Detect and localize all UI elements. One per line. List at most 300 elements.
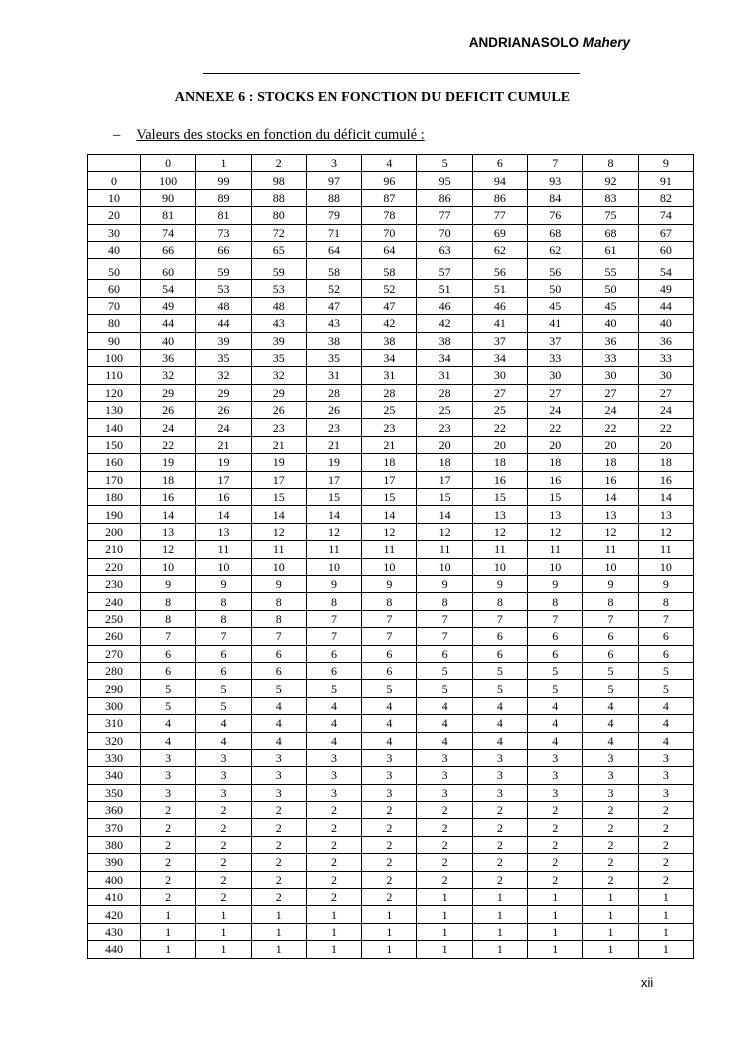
table-cell: 4	[306, 732, 361, 749]
table-cell: 9	[583, 575, 638, 592]
table-cell: 1	[472, 906, 527, 923]
table-cell: 1	[196, 906, 251, 923]
table-row	[88, 906, 694, 923]
table-cell: 84	[528, 189, 583, 206]
row-header: 420	[88, 906, 141, 923]
table-cell: 10	[472, 558, 527, 575]
table-cell: 27	[583, 384, 638, 401]
row-header: 400	[88, 871, 141, 888]
table-cell: 7	[638, 610, 693, 627]
table-cell: 1	[583, 923, 638, 940]
row-header: 200	[88, 523, 141, 540]
table-cell: 68	[583, 224, 638, 241]
table-cell: 1	[638, 906, 693, 923]
table-cell: 7	[141, 628, 196, 645]
table-cell: 1	[251, 923, 306, 940]
table-cell: 3	[528, 784, 583, 801]
table-cell: 30	[528, 367, 583, 384]
table-cell: 80	[251, 207, 306, 224]
table-cell: 7	[362, 610, 417, 627]
table-cell: 3	[472, 784, 527, 801]
table-cell: 6	[141, 662, 196, 679]
table-cell: 10	[196, 558, 251, 575]
table-cell: 4	[362, 715, 417, 732]
table-cell: 16	[141, 489, 196, 506]
table-row	[88, 662, 694, 679]
table-cell: 62	[472, 241, 527, 258]
table-cell: 2	[638, 854, 693, 871]
table-cell: 97	[306, 172, 361, 189]
table-cell: 14	[417, 506, 472, 523]
table-cell: 2	[417, 854, 472, 871]
table-cell: 2	[251, 871, 306, 888]
table-cell: 4	[528, 715, 583, 732]
table-cell: 4	[472, 697, 527, 714]
table-cell: 11	[472, 541, 527, 558]
table-cell: 6	[362, 645, 417, 662]
table-row	[88, 224, 694, 241]
table-cell: 1	[251, 906, 306, 923]
table-cell: 5	[472, 662, 527, 679]
table-corner-cell	[88, 155, 141, 172]
table-cell: 2	[417, 802, 472, 819]
table-cell: 39	[251, 332, 306, 349]
table-cell: 83	[583, 189, 638, 206]
table-cell: 29	[196, 384, 251, 401]
table-cell: 18	[583, 454, 638, 471]
table-cell: 10	[251, 558, 306, 575]
table-cell: 4	[583, 732, 638, 749]
table-cell: 19	[251, 454, 306, 471]
table-cell: 3	[306, 767, 361, 784]
table-cell: 5	[638, 680, 693, 697]
table-cell: 11	[251, 541, 306, 558]
table-cell: 12	[583, 523, 638, 540]
table-cell: 5	[141, 680, 196, 697]
table-cell: 2	[472, 819, 527, 836]
row-header: 300	[88, 697, 141, 714]
table-cell: 9	[306, 575, 361, 592]
table-cell: 1	[417, 941, 472, 958]
table-cell: 68	[528, 224, 583, 241]
table-cell: 5	[417, 680, 472, 697]
table-cell: 3	[362, 767, 417, 784]
table-row	[88, 941, 694, 958]
table-cell: 2	[528, 871, 583, 888]
table-cell: 2	[417, 871, 472, 888]
row-header: 220	[88, 558, 141, 575]
table-cell: 40	[638, 315, 693, 332]
table-cell: 3	[417, 784, 472, 801]
table-cell: 18	[638, 454, 693, 471]
table-cell: 1	[583, 941, 638, 958]
table-cell: 7	[583, 610, 638, 627]
table-cell: 31	[417, 367, 472, 384]
table-cell: 3	[306, 784, 361, 801]
table-cell: 2	[583, 819, 638, 836]
table-cell: 30	[638, 367, 693, 384]
table-cell: 2	[306, 802, 361, 819]
table-cell: 5	[251, 680, 306, 697]
row-header: 180	[88, 489, 141, 506]
table-cell: 4	[583, 715, 638, 732]
table-cell: 52	[306, 280, 361, 297]
table-cell: 1	[583, 889, 638, 906]
table-cell: 2	[472, 854, 527, 871]
row-header: 110	[88, 367, 141, 384]
table-cell: 14	[306, 506, 361, 523]
table-cell: 94	[472, 172, 527, 189]
table-cell: 7	[306, 628, 361, 645]
table-cell: 2	[583, 802, 638, 819]
table-cell: 8	[362, 593, 417, 610]
table-cell: 6	[251, 645, 306, 662]
table-cell: 4	[417, 697, 472, 714]
table-cell: 70	[417, 224, 472, 241]
table-cell: 28	[417, 384, 472, 401]
row-header: 350	[88, 784, 141, 801]
table-cell: 8	[196, 593, 251, 610]
table-cell: 15	[362, 489, 417, 506]
table-row	[88, 402, 694, 419]
table-cell: 24	[528, 402, 583, 419]
table-cell: 44	[141, 315, 196, 332]
table-cell: 55	[583, 259, 638, 280]
table-cell: 2	[583, 854, 638, 871]
table-cell: 89	[196, 189, 251, 206]
table-row	[88, 575, 694, 592]
table-cell: 2	[472, 836, 527, 853]
table-cell: 4	[141, 732, 196, 749]
table-cell: 56	[472, 259, 527, 280]
table-cell: 22	[583, 419, 638, 436]
table-cell: 59	[251, 259, 306, 280]
row-header: 150	[88, 436, 141, 453]
table-cell: 60	[638, 241, 693, 258]
table-row	[88, 454, 694, 471]
table-cell: 26	[306, 402, 361, 419]
table-cell: 7	[417, 610, 472, 627]
table-cell: 15	[251, 489, 306, 506]
table-cell: 3	[141, 749, 196, 766]
table-cell: 1	[362, 941, 417, 958]
table-cell: 5	[528, 662, 583, 679]
table-row	[88, 645, 694, 662]
table-cell: 74	[638, 207, 693, 224]
table-cell: 77	[472, 207, 527, 224]
table-cell: 8	[528, 593, 583, 610]
table-cell: 8	[251, 610, 306, 627]
table-cell: 3	[417, 767, 472, 784]
table-cell: 58	[362, 259, 417, 280]
table-cell: 37	[528, 332, 583, 349]
table-cell: 5	[362, 680, 417, 697]
header-divider	[203, 73, 580, 74]
table-cell: 74	[141, 224, 196, 241]
table-cell: 3	[196, 767, 251, 784]
table-cell: 9	[141, 575, 196, 592]
table-cell: 4	[638, 715, 693, 732]
table-cell: 1	[472, 923, 527, 940]
table-cell: 2	[251, 854, 306, 871]
table-row	[88, 541, 694, 558]
table-cell: 43	[306, 315, 361, 332]
table-cell: 23	[306, 419, 361, 436]
table-cell: 1	[638, 889, 693, 906]
row-header: 20	[88, 207, 141, 224]
table-cell: 7	[362, 628, 417, 645]
table-cell: 33	[638, 349, 693, 366]
table-cell: 7	[306, 610, 361, 627]
table-cell: 14	[638, 489, 693, 506]
table-cell: 6	[196, 662, 251, 679]
table-cell: 33	[583, 349, 638, 366]
table-cell: 22	[472, 419, 527, 436]
table-cell: 5	[528, 680, 583, 697]
table-cell: 31	[306, 367, 361, 384]
row-header: 370	[88, 819, 141, 836]
row-header: 430	[88, 923, 141, 940]
table-cell: 1	[583, 906, 638, 923]
table-cell: 5	[583, 662, 638, 679]
table-cell: 2	[528, 836, 583, 853]
table-cell: 36	[638, 332, 693, 349]
row-header: 70	[88, 297, 141, 314]
table-row	[88, 436, 694, 453]
table-cell: 53	[251, 280, 306, 297]
row-header: 80	[88, 315, 141, 332]
table-cell: 72	[251, 224, 306, 241]
author-first-name: ANDRIANASOLO	[468, 35, 579, 50]
table-cell: 10	[583, 558, 638, 575]
table-cell: 1	[306, 923, 361, 940]
table-cell: 6	[417, 645, 472, 662]
table-cell: 76	[528, 207, 583, 224]
table-cell: 32	[141, 367, 196, 384]
table-row	[88, 506, 694, 523]
table-cell: 5	[638, 662, 693, 679]
table-cell: 4	[251, 732, 306, 749]
table-row	[88, 628, 694, 645]
table-cell: 5	[306, 680, 361, 697]
table-cell: 24	[141, 419, 196, 436]
table-cell: 2	[417, 836, 472, 853]
table-cell: 12	[306, 523, 361, 540]
table-cell: 12	[528, 523, 583, 540]
table-cell: 62	[528, 241, 583, 258]
table-cell: 22	[141, 436, 196, 453]
table-cell: 37	[472, 332, 527, 349]
table-cell: 19	[306, 454, 361, 471]
table-cell: 2	[362, 836, 417, 853]
table-cell: 2	[472, 802, 527, 819]
table-cell: 2	[362, 854, 417, 871]
row-header: 100	[88, 349, 141, 366]
table-cell: 7	[528, 610, 583, 627]
table-cell: 32	[196, 367, 251, 384]
table-cell: 66	[196, 241, 251, 258]
row-header: 390	[88, 854, 141, 871]
table-cell: 100	[141, 172, 196, 189]
table-cell: 6	[196, 645, 251, 662]
table-cell: 3	[251, 784, 306, 801]
table-cell: 7	[472, 610, 527, 627]
table-cell: 13	[196, 523, 251, 540]
table-cell: 16	[472, 471, 527, 488]
table-cell: 16	[528, 471, 583, 488]
table-cell: 2	[251, 889, 306, 906]
row-header: 120	[88, 384, 141, 401]
table-cell: 2	[362, 802, 417, 819]
table-cell: 1	[638, 923, 693, 940]
table-row	[88, 784, 694, 801]
table-cell: 3	[583, 784, 638, 801]
table-cell: 2	[141, 819, 196, 836]
table-cell: 15	[417, 489, 472, 506]
table-cell: 75	[583, 207, 638, 224]
table-cell: 16	[583, 471, 638, 488]
table-cell: 12	[141, 541, 196, 558]
table-row	[88, 819, 694, 836]
table-cell: 13	[583, 506, 638, 523]
table-cell: 3	[141, 784, 196, 801]
table-cell: 52	[362, 280, 417, 297]
table-cell: 6	[251, 662, 306, 679]
table-cell: 8	[306, 593, 361, 610]
table-cell: 93	[528, 172, 583, 189]
table-cell: 4	[528, 732, 583, 749]
table-cell: 90	[141, 189, 196, 206]
table-cell: 56	[528, 259, 583, 280]
table-cell: 8	[196, 610, 251, 627]
table-cell: 27	[528, 384, 583, 401]
column-header: 1	[196, 155, 251, 172]
table-cell: 91	[638, 172, 693, 189]
table-cell: 50	[528, 280, 583, 297]
table-row	[88, 610, 694, 627]
table-cell: 3	[638, 749, 693, 766]
table-row	[88, 767, 694, 784]
table-cell: 2	[638, 871, 693, 888]
table-cell: 53	[196, 280, 251, 297]
table-cell: 17	[362, 471, 417, 488]
table-cell: 2	[251, 836, 306, 853]
table-cell: 1	[141, 941, 196, 958]
table-cell: 25	[362, 402, 417, 419]
table-row	[88, 802, 694, 819]
table-cell: 54	[141, 280, 196, 297]
table-cell: 26	[141, 402, 196, 419]
table-cell: 24	[583, 402, 638, 419]
table-cell: 3	[196, 784, 251, 801]
table-cell: 11	[196, 541, 251, 558]
table-cell: 2	[196, 854, 251, 871]
column-header: 4	[362, 155, 417, 172]
table-cell: 35	[196, 349, 251, 366]
row-header: 190	[88, 506, 141, 523]
table-cell: 2	[306, 889, 361, 906]
table-cell: 20	[472, 436, 527, 453]
table-cell: 34	[472, 349, 527, 366]
table-cell: 38	[306, 332, 361, 349]
table-cell: 6	[472, 628, 527, 645]
row-header: 330	[88, 749, 141, 766]
row-header: 90	[88, 332, 141, 349]
table-cell: 1	[528, 941, 583, 958]
table-cell: 2	[306, 854, 361, 871]
table-cell: 58	[306, 259, 361, 280]
table-cell: 3	[417, 749, 472, 766]
table-cell: 10	[362, 558, 417, 575]
table-cell: 32	[251, 367, 306, 384]
table-cell: 9	[417, 575, 472, 592]
table-cell: 3	[141, 767, 196, 784]
table-cell: 2	[306, 871, 361, 888]
table-cell: 95	[417, 172, 472, 189]
table-cell: 64	[362, 241, 417, 258]
table-cell: 43	[251, 315, 306, 332]
table-cell: 2	[251, 802, 306, 819]
table-row	[88, 349, 694, 366]
table-cell: 14	[141, 506, 196, 523]
table-cell: 2	[638, 802, 693, 819]
table-cell: 59	[196, 259, 251, 280]
table-cell: 67	[638, 224, 693, 241]
table-cell: 9	[362, 575, 417, 592]
table-row	[88, 259, 694, 280]
table-cell: 1	[362, 906, 417, 923]
table-cell: 9	[638, 575, 693, 592]
table-cell: 46	[472, 297, 527, 314]
table-cell: 2	[583, 836, 638, 853]
table-cell: 4	[472, 732, 527, 749]
table-row	[88, 367, 694, 384]
table-cell: 9	[251, 575, 306, 592]
row-header: 10	[88, 189, 141, 206]
table-cell: 47	[362, 297, 417, 314]
table-cell: 31	[362, 367, 417, 384]
table-cell: 15	[472, 489, 527, 506]
table-cell: 1	[141, 923, 196, 940]
table-cell: 23	[251, 419, 306, 436]
table-cell: 6	[472, 645, 527, 662]
page-number: xii	[641, 975, 654, 990]
table-row	[88, 189, 694, 206]
table-cell: 29	[251, 384, 306, 401]
table-cell: 1	[472, 941, 527, 958]
table-cell: 28	[306, 384, 361, 401]
table-cell: 21	[306, 436, 361, 453]
table-cell: 44	[638, 297, 693, 314]
table-cell: 12	[362, 523, 417, 540]
table-cell: 20	[417, 436, 472, 453]
table-cell: 96	[362, 172, 417, 189]
table-cell: 14	[251, 506, 306, 523]
table-row	[88, 593, 694, 610]
table-cell: 3	[472, 767, 527, 784]
table-header-row	[88, 155, 694, 172]
table-cell: 20	[528, 436, 583, 453]
table-cell: 17	[251, 471, 306, 488]
table-cell: 19	[141, 454, 196, 471]
table-row	[88, 172, 694, 189]
table-cell: 4	[472, 715, 527, 732]
table-cell: 20	[583, 436, 638, 453]
table-cell: 4	[528, 697, 583, 714]
table-cell: 29	[141, 384, 196, 401]
table-cell: 23	[362, 419, 417, 436]
table-cell: 2	[472, 871, 527, 888]
